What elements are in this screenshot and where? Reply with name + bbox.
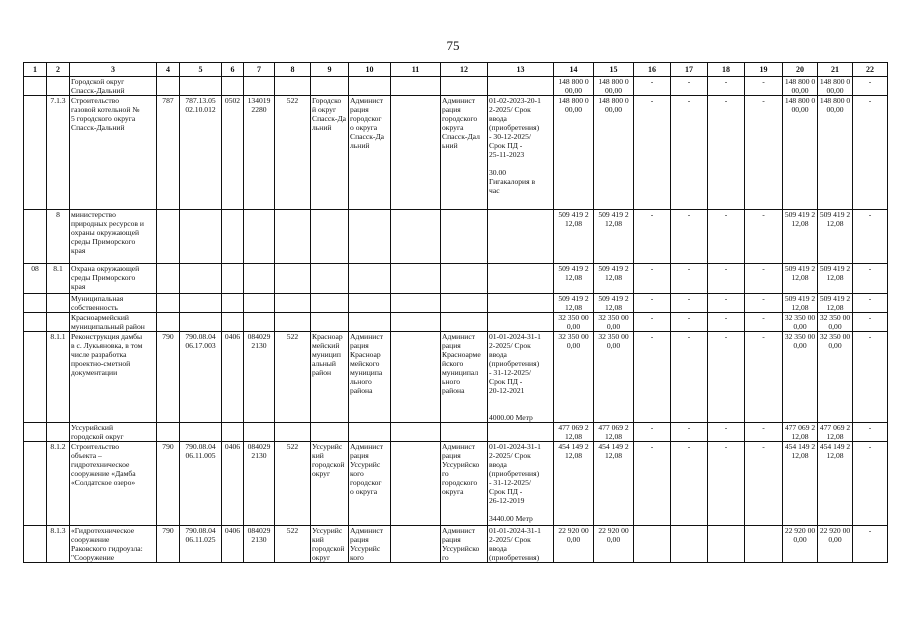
table-cell-col-12 [441,313,488,332]
table-cell-col-11 [391,294,441,313]
table-cell-col-6: 0406 [222,526,244,563]
table-cell-col-7 [244,210,275,264]
table-cell-col-18: - [708,264,745,294]
table-cell-col-10 [349,210,391,264]
table-cell-col-16: - [634,442,671,526]
column-header: 8 [275,63,311,77]
table-cell-col-16: - [634,332,671,423]
table-cell-col-16: - [634,423,671,442]
table-cell-col-20: 454 149 2 12,08 [783,442,818,526]
table-cell-col-19: - [745,96,783,210]
table-cell-col-18 [708,526,745,563]
table-cell-col-16: - [634,264,671,294]
table-cell-col-9 [311,313,349,332]
table-cell-col-3: Городской округ Спасск-Дальний [70,77,157,96]
table-cell-col-8: 522 [275,526,311,563]
table-cell-col-8 [275,264,311,294]
table-cell-col-9 [311,423,349,442]
table-cell-col-21: 148 800 0 00,00 [818,96,853,210]
table-cell-col-20: 32 350 00 0,00 [783,313,818,332]
column-header: 2 [47,63,70,77]
table-cell-col-15: 22 920 00 0,00 [594,526,634,563]
column-header: 3 [70,63,157,77]
table-cell-col-4: 790 [157,526,180,563]
table-cell-col-10: Админист рация Уссурийс кого [349,526,391,563]
table-cell-col-3: Строительство объекта – гидротехническое сооружение «Дамба «Солдатское озеро» [70,442,157,526]
table-cell-col-4 [157,313,180,332]
table-cell-col-2 [47,423,70,442]
table-cell-col-22: - [853,442,888,526]
table-cell-col-14: 32 350 00 0,00 [554,313,594,332]
table-cell-col-18: - [708,442,745,526]
table-cell-col-20: 509 419 2 12,08 [783,294,818,313]
table-cell-col-4: 790 [157,442,180,526]
table-cell-col-19: - [745,77,783,96]
table-row [24,442,888,526]
table-row [24,264,888,294]
table-cell-col-1: 08 [24,264,47,294]
table-cell-col-9 [311,210,349,264]
table-cell-col-3: Красноармейский муниципальный район [70,313,157,332]
table-cell-col-7 [244,294,275,313]
table-cell-col-15: 509 419 2 12,08 [594,294,634,313]
table-cell-col-21: 509 419 2 12,08 [818,210,853,264]
table-cell-col-19: - [745,332,783,423]
table-cell-col-17: - [671,332,708,423]
table-cell-col-3: «Гидротехническое сооружение Раковского гидроузла: "Сооружение [70,526,157,563]
table-cell-col-6 [222,210,244,264]
table-cell-col-20: 509 419 2 12,08 [783,264,818,294]
table-cell-col-2: 8.1.2 [47,442,70,526]
table-cell-col-15: 454 149 2 12,08 [594,442,634,526]
table-row [24,313,888,332]
table-cell-col-21: 32 350 00 0,00 [818,332,853,423]
table-cell-col-14: 509 419 2 12,08 [554,264,594,294]
table-cell-col-20: 148 800 0 00,00 [783,77,818,96]
table-cell-col-14: 148 800 0 00,00 [554,96,594,210]
table-cell-col-6: 0406 [222,332,244,423]
table-cell-col-2: 7.1.3 [47,96,70,210]
table-cell-col-6 [222,294,244,313]
table-cell-col-7 [244,313,275,332]
column-header: 10 [349,63,391,77]
table-cell-col-13 [488,423,554,442]
table-cell-col-17: - [671,264,708,294]
table-cell-col-6 [222,264,244,294]
table-cell-col-4 [157,423,180,442]
budget-table [23,62,888,563]
table-cell-col-3: Строительство газовой котельной № 5 городского округа Спасск-Дальний [70,96,157,210]
table-cell-col-1 [24,210,47,264]
table-cell-col-1 [24,526,47,563]
table-cell-col-14: 509 419 2 12,08 [554,294,594,313]
table-cell-col-17: - [671,294,708,313]
table-cell-col-5 [180,210,222,264]
column-header: 4 [157,63,180,77]
table-cell-col-21: 477 069 2 12,08 [818,423,853,442]
table-cell-col-19: - [745,264,783,294]
column-header: 6 [222,63,244,77]
table-cell-col-20: 477 069 2 12,08 [783,423,818,442]
table-cell-col-12 [441,77,488,96]
table-cell-col-12: Админист рация Уссурийско го городского округа [441,442,488,526]
table-cell-col-2: 8 [47,210,70,264]
table-cell-col-3: Уссурийский городской округ [70,423,157,442]
table-cell-col-18: - [708,332,745,423]
table-cell-col-10: Админист рация Уссурийс кого городског о округа [349,442,391,526]
table-cell-col-11 [391,77,441,96]
table-cell-col-16: - [634,77,671,96]
table-cell-col-13 [488,313,554,332]
table-row [24,210,888,264]
table-cell-col-5: 787.13.05 02.10.012 [180,96,222,210]
table-cell-col-6 [222,423,244,442]
table-row [24,526,888,563]
table-cell-col-6 [222,313,244,332]
table-cell-col-11 [391,442,441,526]
table-cell-col-21: 22 920 00 0,00 [818,526,853,563]
table-cell-col-18: - [708,77,745,96]
table-cell-col-8 [275,77,311,96]
table-cell-col-13 [488,210,554,264]
table-cell-col-17: - [671,96,708,210]
table-cell-col-22: - [853,423,888,442]
table-cell-col-16: - [634,96,671,210]
table-cell-col-2: 8.1.3 [47,526,70,563]
table-cell-col-14: 148 800 0 00,00 [554,77,594,96]
column-header: 21 [818,63,853,77]
table-cell-col-1 [24,294,47,313]
table-cell-col-2 [47,294,70,313]
column-header: 5 [180,63,222,77]
table-cell-col-10 [349,313,391,332]
table-cell-col-5: 790.08.04 06.17.003 [180,332,222,423]
table-cell-col-21: 454 149 2 12,08 [818,442,853,526]
table-cell-col-1 [24,313,47,332]
table-cell-col-5 [180,294,222,313]
column-header: 9 [311,63,349,77]
table-cell-col-22: - [853,526,888,563]
table-cell-col-20: 148 800 0 00,00 [783,96,818,210]
table-cell-col-12 [441,210,488,264]
table-cell-col-10 [349,423,391,442]
table-cell-col-12 [441,423,488,442]
table-cell-col-15: 148 800 0 00,00 [594,77,634,96]
table-cell-col-15: 32 350 00 0,00 [594,313,634,332]
table-cell-col-18: - [708,210,745,264]
table-cell-col-19: - [745,442,783,526]
table-cell-col-7: 084029 2130 [244,332,275,423]
table-cell-col-16 [634,526,671,563]
table-cell-col-13 [488,77,554,96]
table-cell-col-12: Админист рация городского округа Спасск-Дал ьний [441,96,488,210]
table-cell-col-8 [275,294,311,313]
table-cell-col-8: 522 [275,442,311,526]
table-cell-col-13: 01-01-2024-31-1 2-2025/ Срок ввода (приобретения) - 31-12-2025/ Срок ПД - 20-12-2021 4000.00 Метр [488,332,554,423]
table-cell-col-5 [180,313,222,332]
table-cell-col-9 [311,77,349,96]
table-cell-col-14: 454 149 2 12,08 [554,442,594,526]
table-cell-col-22: - [853,210,888,264]
table-cell-col-13: 01-01-2024-31-1 2-2025/ Срок ввода (приобретения) - 31-12-2025/ Срок ПД - 26-12-2019 3440.00 Метр [488,442,554,526]
table-cell-col-8 [275,423,311,442]
table-cell-col-11 [391,313,441,332]
table-cell-col-13: 01-02-2023-20-1 2-2025/ Срок ввода (приобретения) - 30-12-2025/ Срок ПД - 25-11-2023 30.00 Гигакалория в час [488,96,554,210]
table-cell-col-4 [157,77,180,96]
table-cell-col-1 [24,77,47,96]
table-row [24,77,888,96]
table-cell-col-10 [349,294,391,313]
table-cell-col-9: Городско й округ Спасск-Да льний [311,96,349,210]
column-header: 17 [671,63,708,77]
table-cell-col-8 [275,313,311,332]
table-cell-col-5: 790.08.04 06.11.005 [180,442,222,526]
table-cell-col-12: Админист рация Уссурийско го [441,526,488,563]
table-cell-col-16: - [634,210,671,264]
table-cell-col-17: - [671,210,708,264]
table-cell-col-15: 509 419 2 12,08 [594,210,634,264]
table-cell-col-11 [391,526,441,563]
column-header: 12 [441,63,488,77]
table-cell-col-10 [349,264,391,294]
table-cell-col-21: 509 419 2 12,08 [818,294,853,313]
table-body [24,63,888,563]
table-cell-col-16: - [634,294,671,313]
table-cell-col-5 [180,264,222,294]
table-cell-col-4: 787 [157,96,180,210]
table-cell-col-3: Охрана окружающей среды Приморского края [70,264,157,294]
table-cell-col-22: - [853,313,888,332]
table-cell-col-19: - [745,294,783,313]
table-cell-col-7 [244,423,275,442]
table-cell-col-15: 32 350 00 0,00 [594,332,634,423]
table-cell-col-11 [391,96,441,210]
table-cell-col-12 [441,294,488,313]
table-cell-col-17: - [671,423,708,442]
column-header: 7 [244,63,275,77]
table-cell-col-16: - [634,313,671,332]
table-row [24,294,888,313]
table-cell-col-20: 22 920 00 0,00 [783,526,818,563]
table-cell-col-18: - [708,313,745,332]
table-cell-col-15: 477 069 2 12,08 [594,423,634,442]
table-cell-col-20: 32 350 00 0,00 [783,332,818,423]
table-cell-col-13 [488,294,554,313]
table-cell-col-21: 148 800 0 00,00 [818,77,853,96]
table-cell-col-6: 0502 [222,96,244,210]
column-header: 22 [853,63,888,77]
table-cell-col-6: 0406 [222,442,244,526]
table-cell-col-12 [441,264,488,294]
table-cell-col-11 [391,332,441,423]
table-cell-col-22: - [853,264,888,294]
table-cell-col-17: - [671,313,708,332]
table-cell-col-7: 134019 2280 [244,96,275,210]
table-cell-col-21: 32 350 00 0,00 [818,313,853,332]
table-cell-col-13 [488,264,554,294]
table-cell-col-17 [671,526,708,563]
column-header: 18 [708,63,745,77]
table-cell-col-5: 790.08.04 06.11.025 [180,526,222,563]
table-cell-col-8: 522 [275,332,311,423]
table-cell-col-8 [275,210,311,264]
table-cell-col-5 [180,77,222,96]
column-header: 1 [24,63,47,77]
table-cell-col-19: - [745,210,783,264]
page-number: 75 [446,38,460,53]
table-cell-col-1 [24,423,47,442]
column-header: 16 [634,63,671,77]
table-row [24,96,888,210]
table-cell-col-15: 148 800 0 00,00 [594,96,634,210]
table-cell-col-19: - [745,423,783,442]
column-header: 15 [594,63,634,77]
column-header: 14 [554,63,594,77]
table-cell-col-4 [157,210,180,264]
table-cell-col-9: Красноар мейский муницип альный район [311,332,349,423]
table-cell-col-18: - [708,423,745,442]
table-cell-col-12: Админист рация Красноарме йского муниципал ьного района [441,332,488,423]
table-cell-col-7 [244,77,275,96]
table-cell-col-2: 8.1.1 [47,332,70,423]
table-cell-col-2 [47,313,70,332]
table-cell-col-9 [311,264,349,294]
table-cell-col-9 [311,294,349,313]
table-cell-col-2 [47,77,70,96]
table-cell-col-22: - [853,77,888,96]
table-cell-col-19: - [745,313,783,332]
table-cell-col-21: 509 419 2 12,08 [818,264,853,294]
table-cell-col-7: 084029 2130 [244,442,275,526]
table-cell-col-14: 22 920 00 0,00 [554,526,594,563]
table-cell-col-22: - [853,96,888,210]
table-cell-col-7 [244,264,275,294]
table-cell-col-10: Админист рация городског о округа Спасск-Да льний [349,96,391,210]
table-cell-col-13: 01-01-2024-31-1 2-2025/ Срок ввода (приобретения) [488,526,554,563]
table-cell-col-11 [391,210,441,264]
table-cell-col-6 [222,77,244,96]
table-cell-col-10: Админист рация Красноар мейского муниципа льного района [349,332,391,423]
table-cell-col-4 [157,264,180,294]
table-cell-col-14: 509 419 2 12,08 [554,210,594,264]
table-cell-col-1 [24,96,47,210]
table-cell-col-14: 32 350 00 0,00 [554,332,594,423]
table-cell-col-3: Реконструкция дамбы в с. Лукьяновка, в том числе разработка проектно-сметной документации [70,332,157,423]
table-cell-col-8: 522 [275,96,311,210]
table-cell-col-7: 084029 2130 [244,526,275,563]
table-cell-col-17: - [671,442,708,526]
table-cell-col-3: Муниципальная собственность [70,294,157,313]
header-row [24,63,888,77]
table-cell-col-11 [391,264,441,294]
table-cell-col-11 [391,423,441,442]
table-cell-col-18: - [708,96,745,210]
table-cell-col-17: - [671,77,708,96]
table-cell-col-1 [24,442,47,526]
table-cell-col-19 [745,526,783,563]
table-cell-col-9: Уссурийс кий городской округ [311,442,349,526]
table-row [24,423,888,442]
table-cell-col-1 [24,332,47,423]
column-header: 13 [488,63,554,77]
column-header: 11 [391,63,441,77]
table-cell-col-22: - [853,332,888,423]
table-cell-col-3: министерство природных ресурсов и охраны окружающей среды Приморского края [70,210,157,264]
table-row [24,332,888,423]
table-cell-col-15: 509 419 2 12,08 [594,264,634,294]
table-cell-col-5 [180,423,222,442]
table-cell-col-18: - [708,294,745,313]
table-cell-col-22: - [853,294,888,313]
table-cell-col-10 [349,77,391,96]
column-header: 20 [783,63,818,77]
table-cell-col-2: 8.1 [47,264,70,294]
table-cell-col-20: 509 419 2 12,08 [783,210,818,264]
table-cell-col-4 [157,294,180,313]
table-cell-col-9: Уссурийс кий городской округ [311,526,349,563]
column-header: 19 [745,63,783,77]
table-cell-col-14: 477 069 2 12,08 [554,423,594,442]
table-cell-col-4: 790 [157,332,180,423]
